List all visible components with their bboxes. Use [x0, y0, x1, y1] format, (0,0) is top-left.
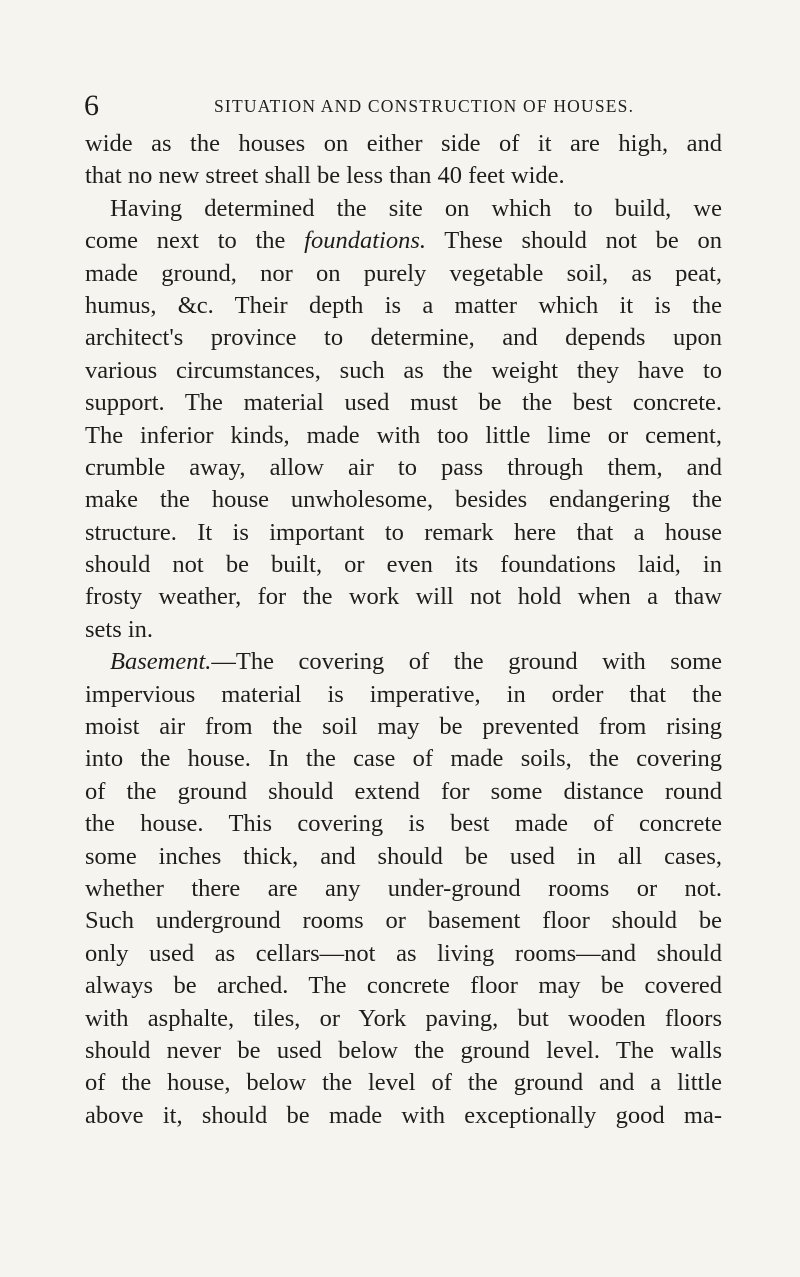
text-run: —The covering of the ground with some [211, 648, 722, 676]
text-run: These should not be on [426, 227, 722, 255]
text-line: into the house. In the case of made soils, the covering [85, 745, 722, 773]
text-line: some inches thick, and should be used in all cases, [85, 842, 722, 870]
page-header [84, 86, 724, 126]
text-line: architect's province to determine, and depends upon [85, 324, 722, 352]
running-head: SITUATION AND CONSTRUCTION OF HOUSES. [214, 96, 635, 116]
text-line: whether there are any under-ground rooms or not. [85, 874, 722, 902]
text-line: should not be built, or even its foundations laid, in [85, 551, 722, 579]
text-line: with asphalte, tiles, or York paving, but wooden floors [85, 1004, 722, 1032]
text-line: make the house unwholesome, besides endangering the [85, 486, 722, 514]
text-line [85, 225, 722, 257]
text-line: frosty weather, for the work will not hold when a thaw [85, 583, 722, 611]
text-line: of the ground should extend for some distance round [85, 777, 722, 805]
text-line: structure. It is important to remark here that a house [85, 518, 722, 546]
text-line: humus, &c. Their depth is a matter which it is the [85, 291, 722, 319]
italic-term: foundations. [304, 227, 426, 255]
italic-heading: Basement. [110, 648, 212, 676]
text-line: Such underground rooms or basement floor should be [85, 907, 722, 935]
text-line: only used as cellars—not as living rooms—and should [85, 939, 722, 967]
text-line: crumble away, allow air to pass through them, and [85, 453, 722, 481]
text-line: should never be used below the ground level. The walls [85, 1036, 722, 1064]
page-number: 6 [84, 89, 99, 122]
text-line: wide as the houses on either side of it are high, and [85, 130, 722, 157]
text-line: always be arched. The concrete floor may be covered [85, 972, 722, 1000]
text-line: the house. This covering is best made of concrete [85, 810, 722, 838]
text-line: sets in. [85, 615, 154, 643]
text-line: The inferior kinds, made with too little lime or cement, [85, 421, 722, 449]
text-line: various circumstances, such as the weight they have to [85, 356, 722, 384]
text-run: come next to the [85, 227, 305, 255]
body-text [85, 128, 722, 1132]
text-line: support. The material used must be the best concrete. [85, 389, 722, 417]
text-line: made ground, nor on purely vegetable soil, as peat, [85, 259, 722, 287]
text-line: above it, should be made with exceptionally good ma- [85, 1101, 722, 1129]
text-line: Having determined the site on which to build, we [110, 194, 722, 222]
text-line: impervious material is imperative, in order that the [85, 680, 722, 708]
text-line [110, 646, 722, 678]
text-line: of the house, below the level of the ground and a little [85, 1069, 722, 1097]
text-line: moist air from the soil may be prevented from rising [85, 713, 722, 741]
text-line: that no new street shall be less than 40 feet wide. [85, 162, 565, 190]
